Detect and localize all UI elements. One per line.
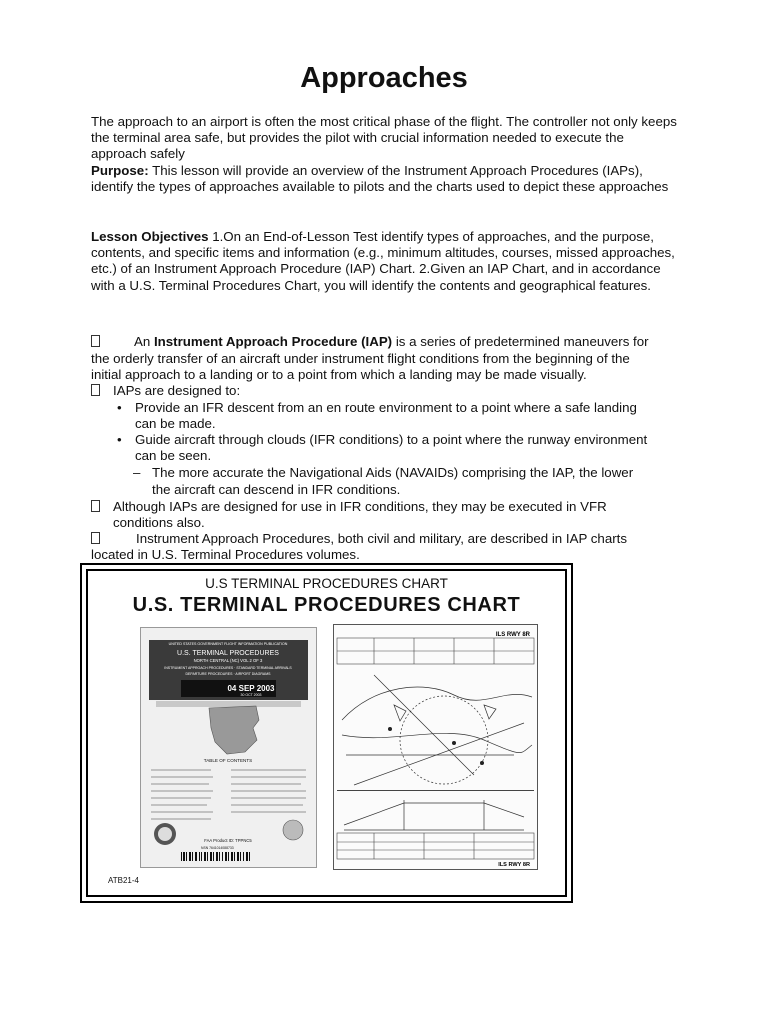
figure-caption-big: U.S. TERMINAL PROCEDURES CHART [132,594,521,616]
bullet-1-line-2: can be made. [135,416,216,431]
cover-graphic [141,628,316,867]
purpose-text: This lesson will provide an overview of the Instrument Approach Procedures (IAPs), identify the types of approaches available to pilots and the charts used to depict these approaches [91,163,669,195]
terminal-procedures-figure [80,563,573,903]
bullet-dot-icon: • [117,400,122,415]
objectives-paragraph [91,229,681,294]
charts-line-2: located in U.S. Terminal Procedures volumes. [91,547,360,562]
cover-header: UNITED STATES GOVERNMENT FLIGHT INFORMATION PUBLICATION [168,642,288,646]
terminal-procedures-cover-image [140,627,317,868]
square-bullet-icon [91,384,100,396]
cover-volume: NORTH CENTRAL (NC) VOL 2 OF 3 [193,658,263,663]
cover-faa: FAA Product ID: TPPNC5 [204,838,252,843]
cover-toc: TABLE OF CONTENTS [203,758,253,763]
sub-bullet-line-2: the aircraft can descend in IFR conditions. [152,482,401,497]
objectives-label: Lesson Objectives [91,229,209,244]
figure-caption-small: U.S TERMINAL PROCEDURES CHART [205,576,448,591]
iap-definition-line-3: initial approach to a landing or to a point from which a landing may be made visually. [91,367,587,382]
bullet-1-line-1: Provide an IFR descent from an en route environment to a point where a safe landing [135,400,637,415]
dash-icon: – [133,465,141,480]
page-title: Approaches [300,62,468,94]
intro-paragraph: The approach to an airport is often the most critical phase of the flight. The controller not only keeps the terminal area safe, but provides the pilot with crucial information needed to execute the approach safely [91,114,677,162]
purpose-paragraph [91,163,681,195]
ils-approach-plate-image [333,624,538,870]
cover-sub: INSTRUMENT APPROACH PROCEDURES · STANDARD TERMINAL ARRIVALS [164,666,292,670]
cover-sub2: DEPARTURE PROCEDURES · AIRPORT DIAGRAMS [185,672,271,676]
plate-footer-title: ILS RWY 8R [498,862,530,868]
cover-nsn: NSN 7641014088733 [201,846,234,850]
iap-definition-line-2: the orderly transfer of an aircraft under instrument flight conditions from the beginning of the [91,351,630,366]
bullet-dot-icon: • [117,432,122,447]
iap-term: Instrument Approach Procedure (IAP) [153,334,393,349]
plate-graphic [334,625,537,869]
square-bullet-icon [91,500,100,512]
purpose-label: Purpose: [91,163,149,178]
vfr-line-2: conditions also. [113,515,205,530]
sub-bullet-line-1: The more accurate the Navigational Aids (NAVAIDs) comprising the IAP, the lower [152,465,634,480]
square-bullet-icon [91,335,100,347]
plate-title: ILS RWY 8R [495,632,530,638]
bullet-2-line-1: Guide aircraft through clouds (IFR conditions) to a point where the runway environment [135,432,648,447]
figure-reference-label: ATB21-4 [108,876,139,885]
iap-definition-line-1: An Instrument Approach Procedure (IAP) is a series of predetermined maneuvers for [91,334,649,350]
figure-inner-frame [86,569,567,897]
cover-date: 04 SEP 2003 [227,684,275,693]
designed-to-item: IAPs are designed to: [91,383,240,399]
objectives-text: 1.On an End-of-Lesson Test identify types of approaches, and the purpose, contents, and specific items and information (e.g., minimum altitudes, courses, missed approaches, etc.) of an Instrument Approach Procedure (IAP) Chart. 2.Given an IAP Chart, and in accordance with a U.S. Terminal Procedures Chart, you will identify the contents and geographical features. [91,229,675,293]
cover-title: U.S. TERMINAL PROCEDURES [177,650,279,657]
vfr-line-1: Although IAPs are designed for use in IFR conditions, they may be executed in VFR [91,499,607,515]
bullet-2-line-2: can be seen. [135,448,212,463]
cover-date2: 30 OCT 2003 [240,693,262,697]
charts-line-1: Instrument Approach Procedures, both civil and military, are described in IAP charts [91,531,627,547]
square-bullet-icon [91,532,100,544]
